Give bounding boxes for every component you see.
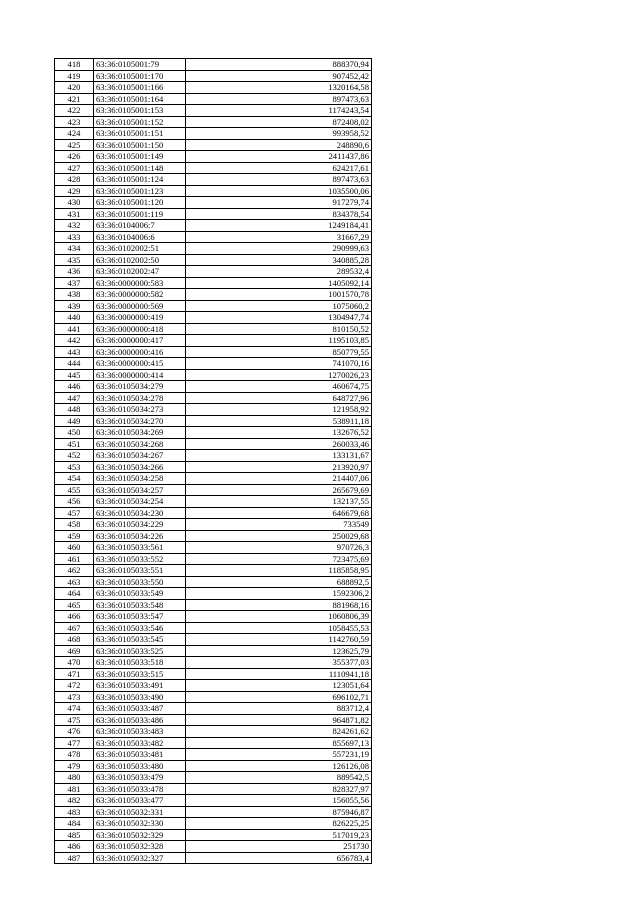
- cadastral-value: 126126,08: [186, 760, 372, 772]
- row-number: 426: [55, 151, 94, 163]
- row-number: 427: [55, 162, 94, 174]
- cadastral-number: 63:36:0105033:549: [94, 588, 186, 600]
- cadastral-number: 63:36:0105033:477: [94, 795, 186, 807]
- table-row: [55, 841, 372, 853]
- table-row: [55, 243, 372, 255]
- table-row: [55, 622, 372, 634]
- cadastral-number: 63:36:0105032:331: [94, 806, 186, 818]
- row-number: 425: [55, 139, 94, 151]
- cadastral-number: 63:36:0105034:269: [94, 427, 186, 439]
- cadastral-value: 132137,55: [186, 496, 372, 508]
- table-row: [55, 300, 372, 312]
- cadastral-value: 290999,63: [186, 243, 372, 255]
- cadastral-number: 63:36:0105033:545: [94, 634, 186, 646]
- table-row: [55, 116, 372, 128]
- table-row: [55, 680, 372, 692]
- cadastral-number: 63:36:0105034:258: [94, 473, 186, 485]
- cadastral-number: 63:36:0102002:50: [94, 254, 186, 266]
- row-number: 487: [55, 852, 94, 864]
- table-row: [55, 829, 372, 841]
- cadastral-number: 63:36:0105033:478: [94, 783, 186, 795]
- cadastral-value: 696102,71: [186, 691, 372, 703]
- table-row: [55, 185, 372, 197]
- cadastral-number: 63:36:0105034:257: [94, 484, 186, 496]
- row-number: 486: [55, 841, 94, 853]
- cadastral-number: 63:36:0102002:47: [94, 266, 186, 278]
- row-number: 454: [55, 473, 94, 485]
- row-number: 484: [55, 818, 94, 830]
- row-number: 449: [55, 415, 94, 427]
- cadastral-value: 850779,55: [186, 346, 372, 358]
- cadastral-number: 63:36:0105033:490: [94, 691, 186, 703]
- table-row: [55, 208, 372, 220]
- table-row: [55, 197, 372, 209]
- table-row: [55, 335, 372, 347]
- cadastral-value: 733549: [186, 519, 372, 531]
- row-number: 444: [55, 358, 94, 370]
- table-row: [55, 588, 372, 600]
- cadastral-value: 723475,69: [186, 553, 372, 565]
- table-row: [55, 461, 372, 473]
- cadastral-value: 1035500,06: [186, 185, 372, 197]
- row-number: 481: [55, 783, 94, 795]
- row-number: 474: [55, 703, 94, 715]
- cadastral-value: 289532,4: [186, 266, 372, 278]
- cadastral-value: 970726,3: [186, 542, 372, 554]
- table-row: [55, 358, 372, 370]
- row-number: 485: [55, 829, 94, 841]
- cadastral-number: 63:36:0105034:266: [94, 461, 186, 473]
- cadastral-number: 63:36:0105034:270: [94, 415, 186, 427]
- cadastral-value: 214407,06: [186, 473, 372, 485]
- table-row: [55, 231, 372, 243]
- cadastral-number: 63:36:0000000:415: [94, 358, 186, 370]
- cadastral-number: 63:36:0105034:279: [94, 381, 186, 393]
- row-number: 472: [55, 680, 94, 692]
- cadastral-value: 265679,69: [186, 484, 372, 496]
- row-number: 480: [55, 772, 94, 784]
- cadastral-number: 63:36:0105033:551: [94, 565, 186, 577]
- cadastral-number: 63:36:0105033:483: [94, 726, 186, 738]
- cadastral-value: 828327,97: [186, 783, 372, 795]
- table-row: [55, 277, 372, 289]
- row-number: 430: [55, 197, 94, 209]
- cadastral-value: 1142760,59: [186, 634, 372, 646]
- cadastral-number: 63:36:0000000:417: [94, 335, 186, 347]
- table-row: [55, 795, 372, 807]
- row-number: 482: [55, 795, 94, 807]
- cadastral-number: 63:36:0105001:170: [94, 70, 186, 82]
- row-number: 465: [55, 599, 94, 611]
- cadastral-number: 63:36:0000000:416: [94, 346, 186, 358]
- cadastral-number: 63:36:0105001:164: [94, 93, 186, 105]
- row-number: 434: [55, 243, 94, 255]
- cadastral-number: 63:36:0105034:230: [94, 507, 186, 519]
- table-row: [55, 220, 372, 232]
- table-row: [55, 346, 372, 358]
- cadastral-value: 248890,6: [186, 139, 372, 151]
- row-number: 446: [55, 381, 94, 393]
- cadastral-value: 688892,5: [186, 576, 372, 588]
- cadastral-number: 63:36:0105001:123: [94, 185, 186, 197]
- table-row: [55, 415, 372, 427]
- row-number: 439: [55, 300, 94, 312]
- cadastral-value: 648727,96: [186, 392, 372, 404]
- cadastral-number: 63:36:0105034:268: [94, 438, 186, 450]
- cadastral-value: 31667,29: [186, 231, 372, 243]
- cadastral-number: 63:36:0105001:79: [94, 59, 186, 71]
- row-number: 452: [55, 450, 94, 462]
- cadastral-value: 826225,25: [186, 818, 372, 830]
- table-row: [55, 93, 372, 105]
- table-row: [55, 852, 372, 864]
- cadastral-value: 250029,68: [186, 530, 372, 542]
- table-row: [55, 565, 372, 577]
- table-row: [55, 438, 372, 450]
- cadastral-value: 156055,56: [186, 795, 372, 807]
- row-number: 421: [55, 93, 94, 105]
- cadastral-number: 63:36:0105033:561: [94, 542, 186, 554]
- cadastral-value: 213920,97: [186, 461, 372, 473]
- cadastral-number: 63:36:0000000:414: [94, 369, 186, 381]
- cadastral-number: 63:36:0102002:51: [94, 243, 186, 255]
- cadastral-number: 63:36:0105032:329: [94, 829, 186, 841]
- cadastral-value: 883712,4: [186, 703, 372, 715]
- cadastral-value: 907452,42: [186, 70, 372, 82]
- table-row: [55, 714, 372, 726]
- cadastral-value: 2411437,86: [186, 151, 372, 163]
- cadastral-value: 1405092,14: [186, 277, 372, 289]
- cadastral-number: 63:36:0000000:569: [94, 300, 186, 312]
- cadastral-value: 872408,02: [186, 116, 372, 128]
- table-row: [55, 369, 372, 381]
- row-number: 440: [55, 312, 94, 324]
- cadastral-value: 889542,5: [186, 772, 372, 784]
- cadastral-number: 63:36:0105033:546: [94, 622, 186, 634]
- row-number: 479: [55, 760, 94, 772]
- row-number: 437: [55, 277, 94, 289]
- table-row: [55, 783, 372, 795]
- row-number: 473: [55, 691, 94, 703]
- cadastral-number: 63:36:0105034:267: [94, 450, 186, 462]
- row-number: 438: [55, 289, 94, 301]
- cadastral-number: 63:36:0105033:480: [94, 760, 186, 772]
- cadastral-number: 63:36:0105033:548: [94, 599, 186, 611]
- cadastral-value: 133131,67: [186, 450, 372, 462]
- row-number: 466: [55, 611, 94, 623]
- cadastral-number: 63:36:0105033:479: [94, 772, 186, 784]
- cadastral-value: 656783,4: [186, 852, 372, 864]
- row-number: 477: [55, 737, 94, 749]
- row-number: 475: [55, 714, 94, 726]
- cadastral-number: 63:36:0000000:419: [94, 312, 186, 324]
- cadastral-number: 63:36:0000000:582: [94, 289, 186, 301]
- cadastral-number: 63:36:0105033:486: [94, 714, 186, 726]
- cadastral-value: 1185858,95: [186, 565, 372, 577]
- row-number: 483: [55, 806, 94, 818]
- cadastral-value: 897473,63: [186, 174, 372, 186]
- cadastral-number: 63:36:0105001:166: [94, 82, 186, 94]
- cadastral-number: 63:36:0105001:148: [94, 162, 186, 174]
- table-row: [55, 139, 372, 151]
- table-row: [55, 599, 372, 611]
- row-number: 468: [55, 634, 94, 646]
- row-number: 418: [55, 59, 94, 71]
- cadastral-value: 1304947,74: [186, 312, 372, 324]
- cadastral-number: 63:36:0105033:552: [94, 553, 186, 565]
- table-row: [55, 427, 372, 439]
- row-number: 456: [55, 496, 94, 508]
- cadastral-number: 63:36:0000000:418: [94, 323, 186, 335]
- table-row: [55, 128, 372, 140]
- cadastral-number: 63:36:0105033:550: [94, 576, 186, 588]
- row-number: 429: [55, 185, 94, 197]
- cadastral-value: 834378,54: [186, 208, 372, 220]
- table-row: [55, 59, 372, 71]
- row-number: 422: [55, 105, 94, 117]
- row-number: 478: [55, 749, 94, 761]
- cadastral-number: 63:36:0105001:150: [94, 139, 186, 151]
- table-row: [55, 772, 372, 784]
- table-row: [55, 151, 372, 163]
- cadastral-value: 964871,82: [186, 714, 372, 726]
- cadastral-number: 63:36:0105001:119: [94, 208, 186, 220]
- row-number: 445: [55, 369, 94, 381]
- row-number: 470: [55, 657, 94, 669]
- cadastral-value: 251730: [186, 841, 372, 853]
- cadastral-value: 1592306,2: [186, 588, 372, 600]
- cadastral-value: 517019,23: [186, 829, 372, 841]
- row-number: 447: [55, 392, 94, 404]
- table-row: [55, 691, 372, 703]
- row-number: 471: [55, 668, 94, 680]
- row-number: 476: [55, 726, 94, 738]
- cadastral-number: 63:36:0105033:518: [94, 657, 186, 669]
- table-row: [55, 668, 372, 680]
- cadastral-value: 917279,74: [186, 197, 372, 209]
- cadastral-number: 63:36:0105034:226: [94, 530, 186, 542]
- cadastral-value: 1320164,58: [186, 82, 372, 94]
- row-number: 436: [55, 266, 94, 278]
- row-number: 451: [55, 438, 94, 450]
- cadastral-value: 123051,64: [186, 680, 372, 692]
- table-row: [55, 70, 372, 82]
- cadastral-number: 63:36:0105034:229: [94, 519, 186, 531]
- cadastral-number: 63:36:0105001:152: [94, 116, 186, 128]
- table-row: [55, 174, 372, 186]
- table-row: [55, 760, 372, 772]
- cadastral-value: 993958,52: [186, 128, 372, 140]
- table-row: [55, 162, 372, 174]
- table-row: [55, 404, 372, 416]
- cadastral-number: 63:36:0105033:491: [94, 680, 186, 692]
- cadastral-number: 63:36:0105001:120: [94, 197, 186, 209]
- cadastral-value: 1075060,2: [186, 300, 372, 312]
- cadastral-number: 63:36:0105032:330: [94, 818, 186, 830]
- cadastral-value-table: [54, 58, 372, 864]
- cadastral-number: 63:36:0105033:481: [94, 749, 186, 761]
- cadastral-value: 355377,03: [186, 657, 372, 669]
- cadastral-number: 63:36:0105033:482: [94, 737, 186, 749]
- cadastral-value: 888370,94: [186, 59, 372, 71]
- cadastral-value: 260033,46: [186, 438, 372, 450]
- table-row: [55, 634, 372, 646]
- row-number: 462: [55, 565, 94, 577]
- row-number: 419: [55, 70, 94, 82]
- table-row: [55, 254, 372, 266]
- cadastral-value: 624217,61: [186, 162, 372, 174]
- cadastral-value: 810150,52: [186, 323, 372, 335]
- table-row: [55, 553, 372, 565]
- row-number: 424: [55, 128, 94, 140]
- cadastral-value: 340885,28: [186, 254, 372, 266]
- row-number: 459: [55, 530, 94, 542]
- cadastral-value: 123625,79: [186, 645, 372, 657]
- table-row: [55, 657, 372, 669]
- cadastral-number: 63:36:0105001:153: [94, 105, 186, 117]
- cadastral-number: 63:36:0105032:328: [94, 841, 186, 853]
- table-row: [55, 519, 372, 531]
- cadastral-value: 897473,63: [186, 93, 372, 105]
- cadastral-value: 741070,16: [186, 358, 372, 370]
- table-row: [55, 576, 372, 588]
- row-number: 461: [55, 553, 94, 565]
- row-number: 441: [55, 323, 94, 335]
- cadastral-value: 824261,62: [186, 726, 372, 738]
- table-row: [55, 726, 372, 738]
- cadastral-number: 63:36:0104006:6: [94, 231, 186, 243]
- table-row: [55, 530, 372, 542]
- row-number: 442: [55, 335, 94, 347]
- cadastral-number: 63:36:0105001:149: [94, 151, 186, 163]
- row-number: 458: [55, 519, 94, 531]
- cadastral-number: 63:36:0000000:583: [94, 277, 186, 289]
- row-number: 433: [55, 231, 94, 243]
- cadastral-value: 1058455,53: [186, 622, 372, 634]
- cadastral-number: 63:36:0105032:327: [94, 852, 186, 864]
- table-row: [55, 484, 372, 496]
- table-row: [55, 737, 372, 749]
- row-number: 460: [55, 542, 94, 554]
- cadastral-value: 1060806,39: [186, 611, 372, 623]
- table-row: [55, 266, 372, 278]
- table-row: [55, 818, 372, 830]
- table-row: [55, 82, 372, 94]
- row-number: 431: [55, 208, 94, 220]
- row-number: 464: [55, 588, 94, 600]
- table-row: [55, 473, 372, 485]
- cadastral-value: 538911,18: [186, 415, 372, 427]
- table-row: [55, 749, 372, 761]
- table-row: [55, 703, 372, 715]
- document-sheet: [54, 58, 372, 864]
- cadastral-number: 63:36:0105034:273: [94, 404, 186, 416]
- cadastral-number: 63:36:0105001:151: [94, 128, 186, 140]
- cadastral-value: 1270026,23: [186, 369, 372, 381]
- table-row: [55, 645, 372, 657]
- row-number: 450: [55, 427, 94, 439]
- cadastral-value: 1110941,18: [186, 668, 372, 680]
- table-row: [55, 105, 372, 117]
- cadastral-value: 1249184,41: [186, 220, 372, 232]
- cadastral-value: 1174243,54: [186, 105, 372, 117]
- row-number: 469: [55, 645, 94, 657]
- row-number: 457: [55, 507, 94, 519]
- row-number: 455: [55, 484, 94, 496]
- row-number: 435: [55, 254, 94, 266]
- cadastral-number: 63:36:0105034:254: [94, 496, 186, 508]
- cadastral-value: 121958,92: [186, 404, 372, 416]
- cadastral-value: 881968,16: [186, 599, 372, 611]
- cadastral-number: 63:36:0105033:487: [94, 703, 186, 715]
- table-row: [55, 450, 372, 462]
- cadastral-number: 63:36:0105033:547: [94, 611, 186, 623]
- cadastral-number: 63:36:0104006:7: [94, 220, 186, 232]
- table-row: [55, 507, 372, 519]
- cadastral-value: 646679,68: [186, 507, 372, 519]
- table-row: [55, 312, 372, 324]
- table-body: [55, 59, 372, 864]
- table-row: [55, 323, 372, 335]
- table-row: [55, 611, 372, 623]
- row-number: 420: [55, 82, 94, 94]
- row-number: 453: [55, 461, 94, 473]
- cadastral-value: 855697,13: [186, 737, 372, 749]
- row-number: 428: [55, 174, 94, 186]
- cadastral-number: 63:36:0105033:525: [94, 645, 186, 657]
- row-number: 448: [55, 404, 94, 416]
- row-number: 432: [55, 220, 94, 232]
- row-number: 467: [55, 622, 94, 634]
- cadastral-number: 63:36:0105033:515: [94, 668, 186, 680]
- cadastral-number: 63:36:0105001:124: [94, 174, 186, 186]
- cadastral-value: 460674,75: [186, 381, 372, 393]
- cadastral-value: 557231,19: [186, 749, 372, 761]
- table-row: [55, 392, 372, 404]
- cadastral-number: 63:36:0105034:278: [94, 392, 186, 404]
- cadastral-value: 875946,87: [186, 806, 372, 818]
- row-number: 463: [55, 576, 94, 588]
- table-row: [55, 542, 372, 554]
- row-number: 423: [55, 116, 94, 128]
- row-number: 443: [55, 346, 94, 358]
- table-row: [55, 806, 372, 818]
- cadastral-value: 1001570,78: [186, 289, 372, 301]
- table-row: [55, 289, 372, 301]
- table-row: [55, 496, 372, 508]
- cadastral-value: 132676,52: [186, 427, 372, 439]
- cadastral-value: 1195103,85: [186, 335, 372, 347]
- table-row: [55, 381, 372, 393]
